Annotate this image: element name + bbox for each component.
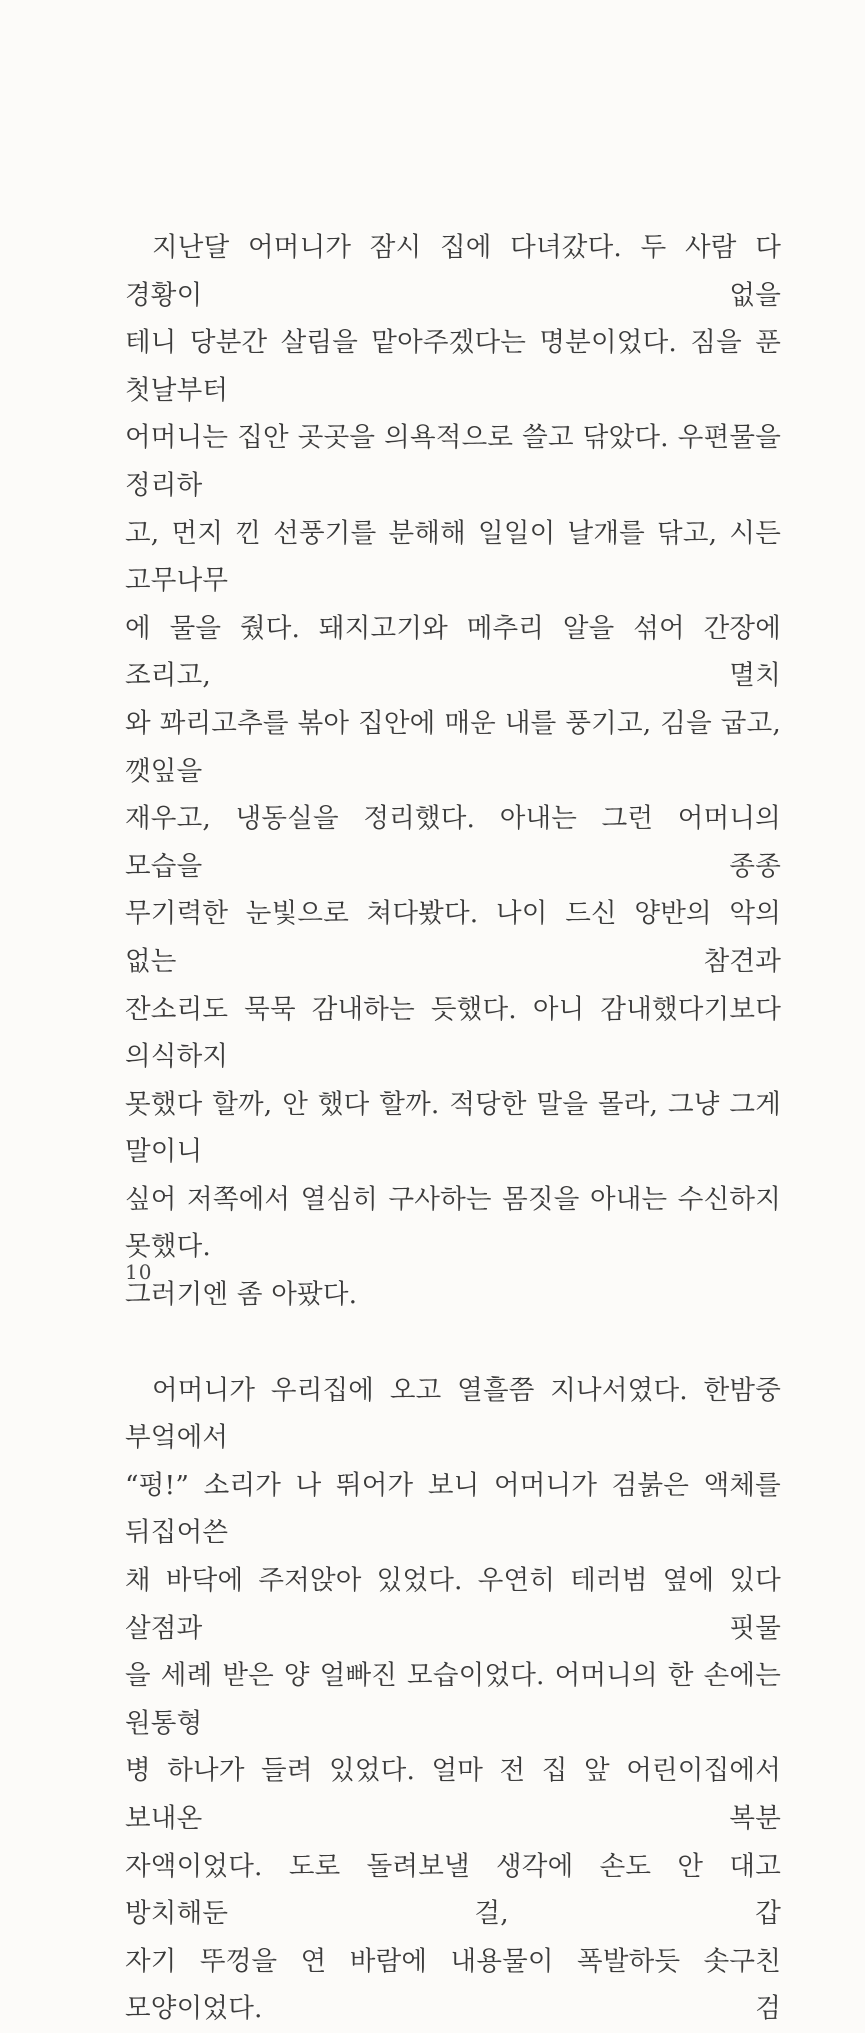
text-line: 잔소리도 묵묵 감내하는 듯했다. 아니 감내했다기보다 의식하지 <box>125 993 781 1073</box>
text-line: 지난달 어머니가 잠시 집에 다녀갔다. 두 사람 다 경황이 없을 <box>125 232 781 311</box>
text-line: 병 하나가 들려 있었다. 얼마 전 집 앞 어린이집에서 보내온 복분 <box>125 1755 781 1834</box>
text-line: “펑!” 소리가 나 뛰어가 보니 어머니가 검붉은 액체를 뒤집어쓴 <box>125 1469 781 1549</box>
paragraph <box>125 1367 781 2033</box>
page-number: 10 <box>125 1260 153 1284</box>
text-line: 재우고, 냉동실을 정리했다. 아내는 그런 어머니의 모습을 종종 <box>125 803 781 882</box>
paragraph <box>125 224 781 1319</box>
text-line: 어머니는 집안 곳곳을 의욕적으로 쓸고 닦았다. 우편물을 정리하 <box>125 422 781 501</box>
text-line: 와 꽈리고추를 볶아 집안에 매운 내를 풍기고, 김을 굽고, 깻잎을 <box>125 707 781 787</box>
text-line: 을 세례 받은 양 얼빠진 모습이었다. 어머니의 한 손에는 원통형 <box>125 1660 781 1739</box>
text-line: 자액이었다. 도로 돌려보낼 생각에 손도 안 대고 방치해둔 걸, 갑 <box>125 1850 781 1930</box>
text-line: 테니 당분간 살림을 맡아주겠다는 명분이었다. 짐을 푼 첫날부터 <box>125 327 781 406</box>
text-line: 그러기엔 좀 아팠다. <box>125 1279 358 1311</box>
text-line: 채 바닥에 주저앉아 있었다. 우연히 테러범 옆에 있다 살점과 핏물 <box>125 1565 781 1644</box>
text-line: 못했다 할까, 안 했다 할까. 적당한 말을 몰라, 그냥 그게 말이니 <box>125 1088 781 1168</box>
text-line: 무기력한 눈빛으로 쳐다봤다. 나이 드신 양반의 악의 없는 참견과 <box>125 898 781 977</box>
text-block <box>125 224 781 2033</box>
text-line: 에 물을 줬다. 돼지고기와 메추리 알을 섞어 간장에 조리고, 멸치 <box>125 612 781 692</box>
text-line: 어머니가 우리집에 오고 열흘쯤 지나서였다. 한밤중 부엌에서 <box>125 1374 781 1454</box>
text-line: 자기 뚜껑을 연 바람에 내용물이 폭발하듯 솟구친 모양이었다. 검 <box>125 1945 781 2025</box>
text-line: 싶어 저쪽에서 열심히 구사하는 몸짓을 아내는 수신하지 못했다. <box>125 1183 781 1263</box>
text-line: 고, 먼지 낀 선풍기를 분해해 일일이 날개를 닦고, 시든 고무나무 <box>125 517 781 597</box>
